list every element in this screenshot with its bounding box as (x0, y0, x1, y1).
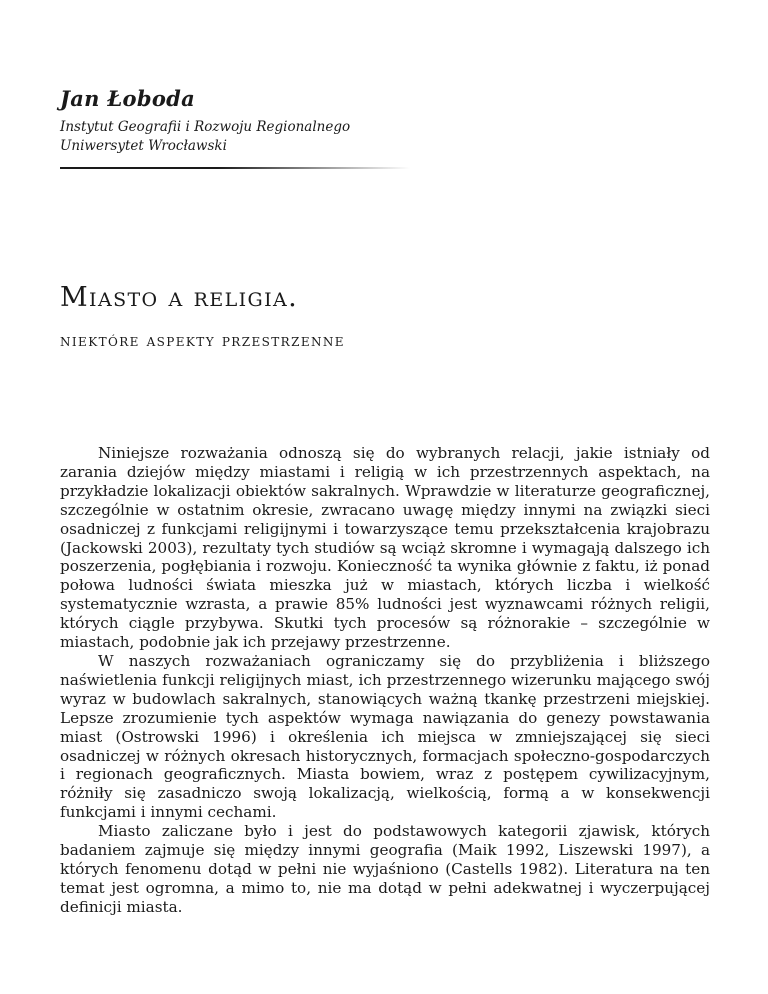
header-divider (60, 167, 410, 169)
article-title: Miasto a religia. (60, 282, 299, 313)
article-subtitle: niektóre aspekty przestrzenne (60, 331, 345, 351)
document-page (60, 0, 710, 994)
author-name: Jan Łoboda (60, 86, 196, 111)
author-affiliation (60, 118, 350, 156)
affiliation-university: Uniwersytet Wrocławski (60, 138, 227, 154)
body-paragraph: Miasto zaliczane było i jest do podstawowych kategorii zjawisk, których badaniem zajmuje się między innymi geografia (Maik 1992, Liszewski 1997), a których fenomenu dotąd w pełni nie wyjaśniono (Castells 1982). Literatura na ten temat jest ogromna, a mimo to, nie ma dotąd w pełni adekwatnej i wyczerpującej definicji miasta. (60, 822, 710, 916)
body-paragraph: W naszych rozważaniach ograniczamy się do przybliżenia i bliższego naświetlenia funkcji religijnych miast, ich przestrzennego wizerunku mającego swój wyraz w budowlach sakralnych, stanowiących ważną tkankę przestrzeni miejskiej. Lepsze zrozumienie tych aspektów wymaga nawiązania do genezy powstawania miast (Ostrowski 1996) i określenia ich miejsca w zmniejszającej się sieci osadniczej w różnych okresach historycznych, formacjach społeczno-gospodarczych i regionach geograficznych. Miasta bowiem, wraz z postępem cywilizacyjnym, różniły się zasadniczo swoją lokalizacją, wielkością, formą a w konsekwencji funkcjami i innymi cechami. (60, 651, 710, 822)
body-paragraph: Niniejsze rozważania odnoszą się do wybranych relacji, jakie istniały od zarania dziejów między miastami i religią w ich przestrzennych aspektach, na przykładzie lokalizacji obiektów sakralnych. Wprawdzie w literaturze geograficznej, szczególnie w ostatnim okresie, zwracano uwagę między innymi na związki sieci osadniczej z funkcjami religijnymi i towarzyszące temu przekształcenia krajobrazu (Jackowski 2003), rezultaty tych studiów są wciąż skromne i wymagają dalszego ich poszerzenia, pogłębiania i rozwoju. Konieczność ta wynika głównie z faktu, iż ponad połowa ludności świata mieszka już w miastach, których liczba i wielkość systematycznie wzrasta, a prawie 85% ludności jest wyznawcami różnych religii, których ciągle przybywa. Skutki tych procesów są różnorakie – szczególnie w miastach, podobnie jak ich przejawy przestrzenne. (60, 444, 710, 652)
article-body (60, 444, 710, 917)
affiliation-institute: Instytut Geografii i Rozwoju Regionalnego (60, 119, 351, 135)
